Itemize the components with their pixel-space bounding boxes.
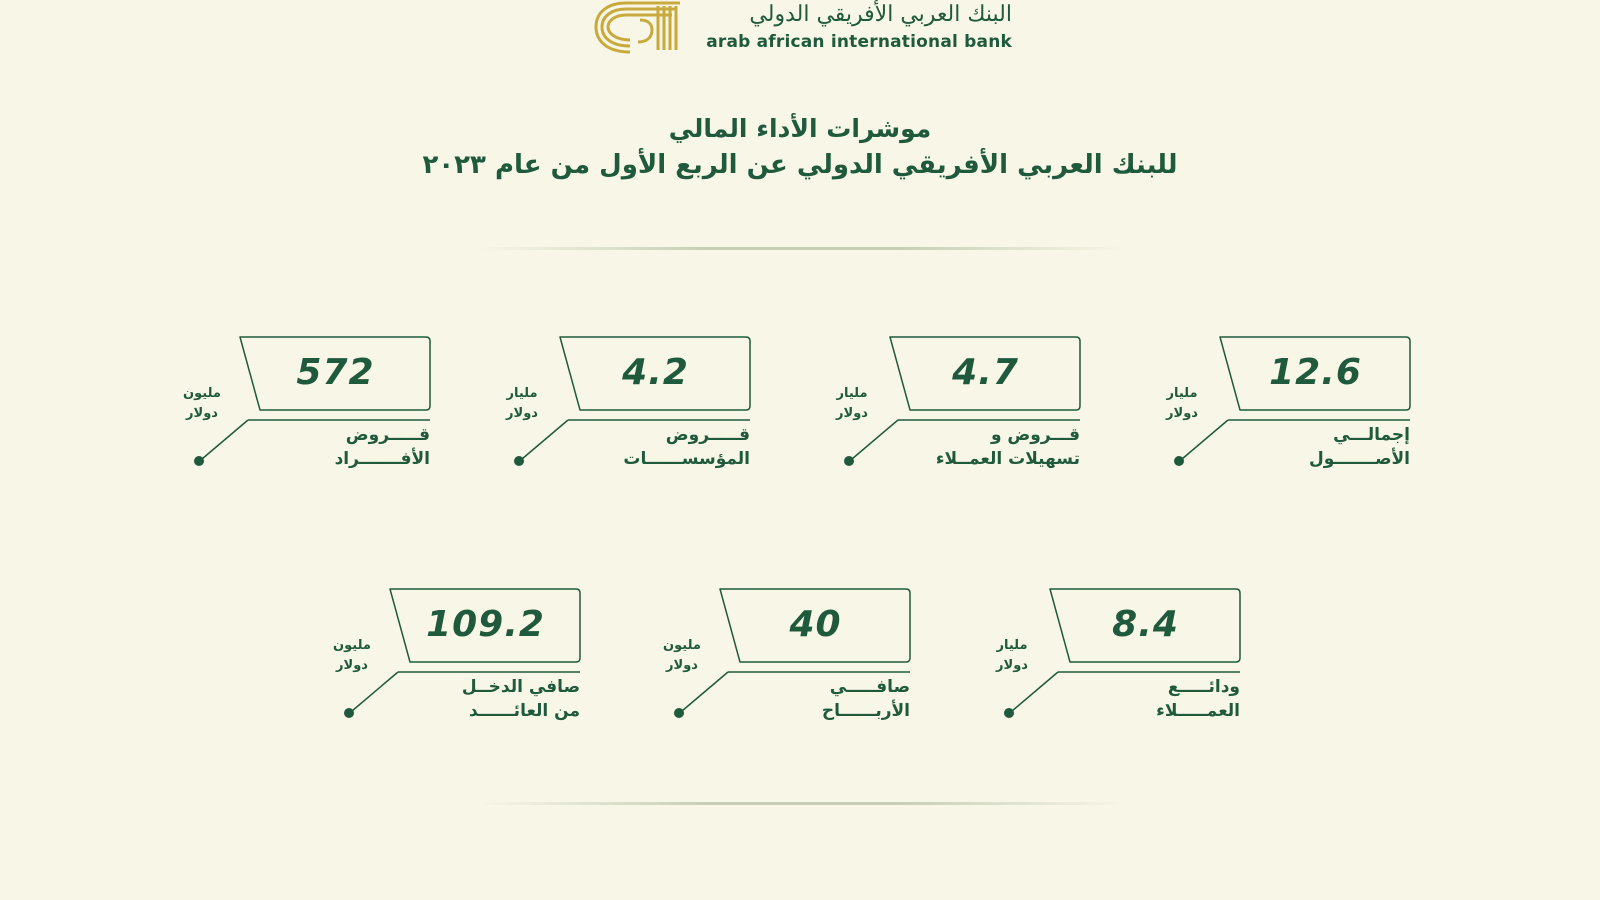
kpi-unit: مليون دولار xyxy=(663,638,701,673)
kpi-value: 109.2 xyxy=(426,604,545,645)
kpi-unit: مليار دولار xyxy=(506,386,538,421)
bank-name-english: arab african international bank xyxy=(706,32,1012,52)
kpi-label: الأربــــــاح xyxy=(821,701,910,721)
kpi-card-retail-loans xyxy=(183,336,430,486)
bank-logo xyxy=(592,0,1012,56)
kpi-label: صافـــــي xyxy=(829,677,910,697)
top-divider xyxy=(480,247,1126,250)
kpi-value: 572 xyxy=(296,352,375,393)
kpi-label: العمـــــلاء xyxy=(1156,701,1240,721)
kpi-label: المؤسســــــات xyxy=(623,449,750,469)
kpi-unit: مليار دولار xyxy=(1166,386,1198,421)
kpi-label: قـــروض و xyxy=(990,425,1080,445)
kpi-label: من العائــــــد xyxy=(469,701,580,721)
kpi-card-total-assets xyxy=(1166,336,1410,486)
kpi-unit: مليار دولار xyxy=(836,386,868,421)
kpi-unit: مليون دولار xyxy=(333,638,371,673)
kpi-label: قـــــروض xyxy=(665,425,750,445)
kpi-label: قـــــروض xyxy=(345,425,430,445)
kpi-value: 4.2 xyxy=(622,352,689,393)
kpi-label: الأفـــــــراد xyxy=(334,449,430,469)
kpi-card-net-interest-income xyxy=(333,588,580,738)
kpi-value: 12.6 xyxy=(1269,352,1362,393)
kpi-value: 4.7 xyxy=(952,352,1019,393)
page-subtitle: للبنك العربي الأفريقي الدولي عن الربع الأول من عام ٢٠٢٣ xyxy=(422,150,1178,180)
kpi-label: صافي الدخــل xyxy=(461,677,580,697)
kpi-card-corporate-loans xyxy=(506,336,750,486)
bank-name-arabic: البنك العربي الأفريقي الدولي xyxy=(749,2,1012,27)
page-title: موشرات الأداء المالي xyxy=(668,114,932,143)
kpi-value: 40 xyxy=(789,604,842,645)
bank-logo-mark-icon xyxy=(592,0,686,54)
kpi-card-customer-deposits xyxy=(996,588,1240,738)
kpi-card-customer-loans xyxy=(836,336,1080,486)
kpi-unit: مليون دولار xyxy=(183,386,221,421)
kpi-label: إجمالـــي xyxy=(1333,425,1410,445)
kpi-label: تسهيلات العمــلاء xyxy=(935,449,1080,469)
kpi-value: 8.4 xyxy=(1112,604,1179,645)
kpi-card-net-profit xyxy=(663,588,910,738)
kpi-unit: مليار دولار xyxy=(996,638,1028,673)
kpi-label: ودائـــــع xyxy=(1167,677,1240,697)
kpi-label: الأصـــــــول xyxy=(1309,449,1410,469)
bottom-divider xyxy=(480,802,1126,805)
